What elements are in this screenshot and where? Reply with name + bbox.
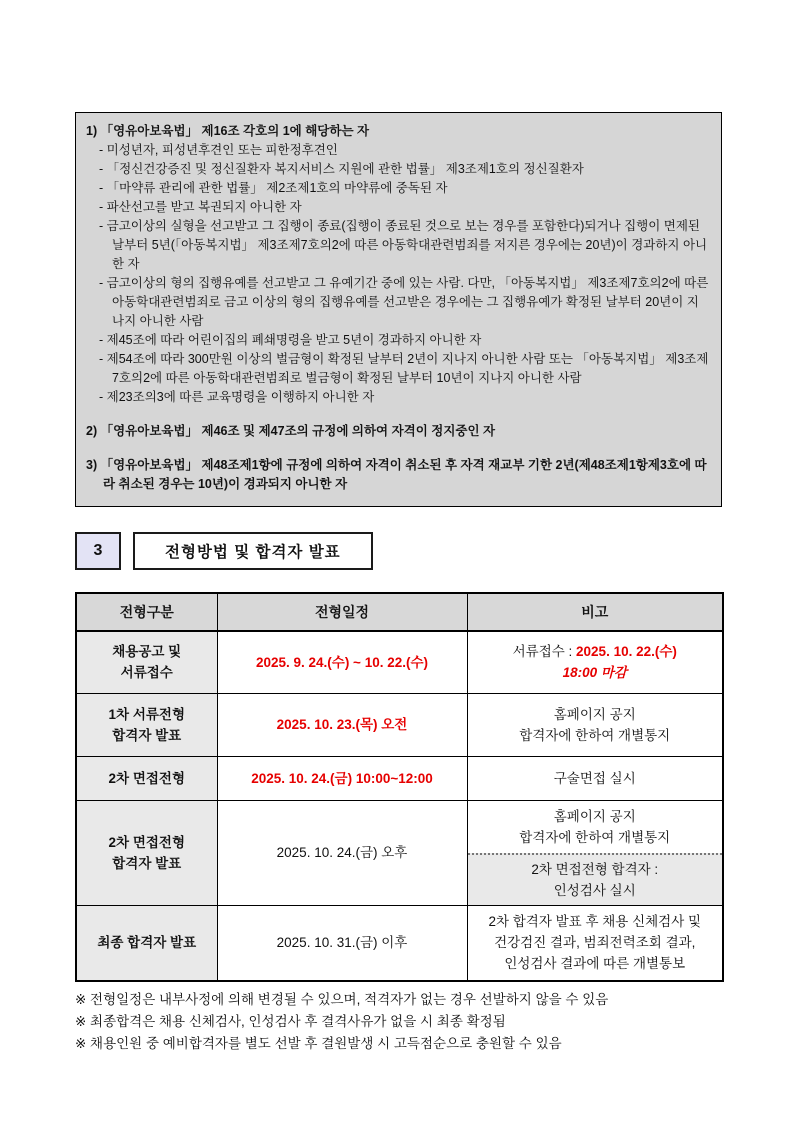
remark-line: 건강검진 결과, 범죄전력조회 결과, <box>494 935 696 951</box>
category-cell <box>76 800 217 905</box>
category-cell: 최종 합격자 발표 <box>76 905 217 981</box>
remark-line: 인성검사 결과에 따른 개별통보 <box>504 956 686 972</box>
remark-cell: 구술면접 실시 <box>467 756 723 800</box>
category-line: 채용공고 및 <box>112 644 182 660</box>
header-remark: 비고 <box>467 593 723 631</box>
eligibility-subitem: - 미성년자, 피성년후견인 또는 피한정후견인 <box>99 143 338 157</box>
remark-deadline: 18:00 마감 <box>562 665 627 681</box>
category-line: 2차 면접전형 <box>108 834 185 850</box>
eligibility-subitem: - 「마약류 관리에 관한 법률」 제2조제1호의 마약류에 중독된 자 <box>99 181 448 195</box>
eligibility-subitem: - 파산선고를 받고 복권되지 아니한 자 <box>99 200 302 214</box>
header-schedule: 전형일정 <box>217 593 467 631</box>
remark-line: 홈페이지 공지 <box>553 808 636 824</box>
remark-line: 2차 면접전형 합격자 : <box>531 861 659 877</box>
remark-line <box>472 641 719 662</box>
category-cell <box>76 693 217 756</box>
table-row <box>76 631 723 693</box>
section-number-badge: 3 <box>75 532 121 570</box>
footnotes <box>75 989 722 1055</box>
eligibility-item-2: 2) 「영유아보육법」 제46조 및 제47조의 규정에 의하여 자격이 정지중인 자 <box>86 424 496 438</box>
remark-line: 합격자에 한하여 개별통지 <box>519 829 671 845</box>
eligibility-item-3: 3) 「영유아보육법」 제48조제1항에 규정에 의하여 자격이 취소된 후 자격 재교부 기한 2년(제48조제1항제3호에 따라 취소된 경우는 10년)이 경과되지 아니한 자 <box>86 458 707 491</box>
schedule-cell: 2025. 9. 24.(수) ~ 10. 22.(수) <box>217 631 467 693</box>
category-line: 합격자 발표 <box>112 727 182 743</box>
eligibility-subitem: - 금고이상의 형의 집행유예를 선고받고 그 유예기간 중에 있는 사람. 다만, 「아동복지법」 제3조제7호의2에 따른 아동학대관련범죄로 금고 이상의 형의 집행유예를 선고받은 경우에는 그 집행유예가 확정된 날부터 20년이 지나지 아니한 사람 <box>99 276 709 328</box>
remark-prefix: 서류접수 : <box>512 644 577 660</box>
eligibility-box <box>75 112 722 507</box>
eligibility-subitem: - 제54조에 따라 300만원 이상의 벌금형이 확정된 날부터 2년이 지나지 아니한 사람 또는 「아동복지법」 제3조제7호의2에 따른 아동학대관련범죄로 벌금형이 확정된 날부터 10년이 지나지 아니한 사람 <box>99 352 709 385</box>
note-line: ※ 전형일정은 내부사정에 의해 변경될 수 있으며, 적격자가 없는 경우 선발하지 않을 수 있음 <box>75 992 609 1007</box>
remark-cell <box>467 631 723 693</box>
category-cell <box>76 631 217 693</box>
eligibility-subitem: - 「정신건강증진 및 정신질환자 복지서비스 지원에 관한 법률」 제3조제1호의 정신질환자 <box>99 162 584 176</box>
remark-line: 인성검사 실시 <box>553 882 636 898</box>
section-header <box>75 532 722 570</box>
eligibility-subitem: - 제45조에 따라 어린이집의 폐쇄명령을 받고 5년이 경과하지 아니한 자 <box>99 333 482 347</box>
schedule-cell: 2025. 10. 24.(금) 오후 <box>217 800 467 905</box>
remark-line: 합격자에 한하여 개별통지 <box>519 727 671 743</box>
selection-schedule-table <box>75 592 724 982</box>
header-category: 전형구분 <box>76 593 217 631</box>
schedule-cell: 2025. 10. 31.(금) 이후 <box>217 905 467 981</box>
schedule-cell: 2025. 10. 24.(금) 10:00~12:00 <box>217 756 467 800</box>
remark-cell <box>467 905 723 981</box>
schedule-cell: 2025. 10. 23.(목) 오전 <box>217 693 467 756</box>
eligibility-subitem: - 금고이상의 실형을 선고받고 그 집행이 종료(집행이 종료된 것으로 보는 경우를 포함한다)되거나 집행이 면제된 날부터 5년(「아동복지법」 제3조제7호의2에 따른 아동학대관련범죄를 저지른 경우에는 20년)이 경과하지 아니한 자 <box>99 219 708 271</box>
remark-subcell-top <box>468 801 723 853</box>
table-row <box>76 905 723 981</box>
category-line: 합격자 발표 <box>112 855 182 871</box>
note-line: ※ 채용인원 중 예비합격자를 별도 선발 후 결원발생 시 고득점순으로 충원할 수 있음 <box>75 1036 562 1051</box>
eligibility-subitem: - 제23조의3에 따른 교육명령을 이행하지 아니한 자 <box>99 390 375 404</box>
document-body <box>75 112 722 1055</box>
table-row <box>76 800 723 905</box>
section-title: 전형방법 및 합격자 발표 <box>133 532 373 570</box>
eligibility-item-1-title: 1) 「영유아보육법」 제16조 각호의 1에 해당하는 자 <box>86 124 370 138</box>
table-row <box>76 693 723 756</box>
remark-date: 2025. 10. 22.(수) <box>576 644 677 660</box>
note-line: ※ 최종합격은 채용 신체검사, 인성검사 후 결격사유가 없을 시 최종 확정됨 <box>75 1014 506 1029</box>
remark-subcell-bottom <box>468 853 723 905</box>
remark-line: 홈페이지 공지 <box>553 706 636 722</box>
remark-line: 2차 합격자 발표 후 채용 신체검사 및 <box>488 914 702 930</box>
table-header-row <box>76 593 723 631</box>
category-line: 서류접수 <box>120 665 173 681</box>
remark-cell <box>467 693 723 756</box>
remark-cell <box>467 800 723 905</box>
category-cell: 2차 면접전형 <box>76 756 217 800</box>
category-line: 1차 서류전형 <box>108 706 185 722</box>
table-row <box>76 756 723 800</box>
